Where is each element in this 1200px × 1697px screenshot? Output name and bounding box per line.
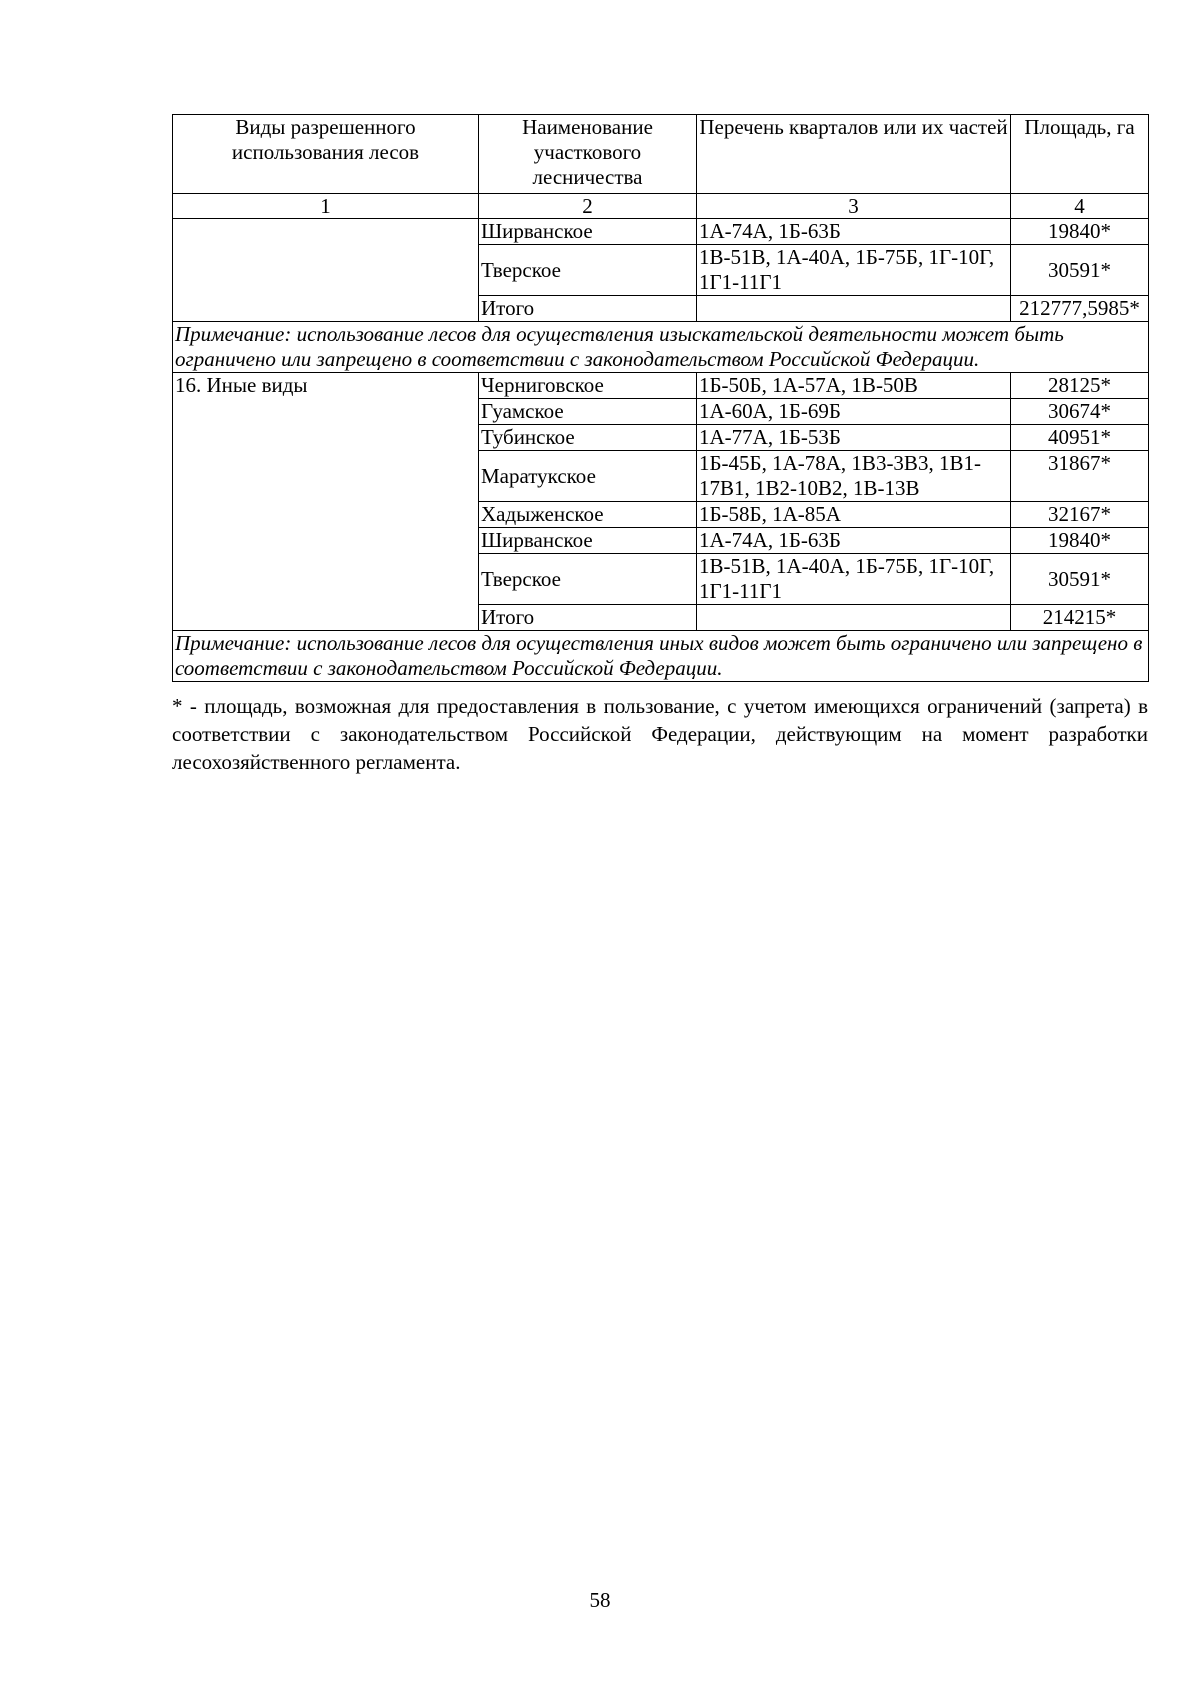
footnote: * - площадь, возможная для предоставления в пользование, с учетом имеющихся ограничений (запрета) в соответствии с законодательством Российской Федерации, действующим на момент разработки лесохозяйственного регламента. bbox=[172, 694, 1148, 774]
forestry-cell: Маратукское bbox=[479, 451, 697, 502]
column-number: 2 bbox=[479, 194, 697, 219]
forestry-cell: Ширванское bbox=[479, 528, 697, 554]
quarters-cell: 1Б-58Б, 1А-85А bbox=[697, 502, 1011, 528]
area-cell: 19840* bbox=[1011, 219, 1149, 245]
area-cell: 40951* bbox=[1011, 425, 1149, 451]
table-header-row bbox=[173, 115, 1149, 194]
total-area-cell: 212777,5985* bbox=[1011, 296, 1149, 322]
forestry-cell: Итого bbox=[479, 605, 697, 631]
quarters-cell: 1В-51В, 1А-40А, 1Б-75Б, 1Г-10Г, 1Г1-11Г1 bbox=[697, 245, 1011, 296]
forestry-cell: Ширванское bbox=[479, 219, 697, 245]
header-quarters: Перечень кварталов или их частей bbox=[697, 115, 1011, 194]
use-type-cell-empty bbox=[173, 219, 479, 322]
column-number: 3 bbox=[697, 194, 1011, 219]
quarters-cell: 1А-77А, 1Б-53Б bbox=[697, 425, 1011, 451]
note-row bbox=[173, 322, 1149, 373]
column-number: 1 bbox=[173, 194, 479, 219]
forestry-cell: Тверское bbox=[479, 245, 697, 296]
quarters-cell: 1А-60А, 1Б-69Б bbox=[697, 399, 1011, 425]
forestry-cell: Тверское bbox=[479, 554, 697, 605]
total-area-cell: 214215* bbox=[1011, 605, 1149, 631]
quarters-cell bbox=[697, 605, 1011, 631]
quarters-cell: 1А-74А, 1Б-63Б bbox=[697, 528, 1011, 554]
quarters-cell: 1Б-45Б, 1А-78А, 1В3-3В3, 1В1-17В1, 1В2-10В2, 1В-13В bbox=[697, 451, 1011, 502]
table-row bbox=[173, 219, 1149, 245]
area-cell: 31867* bbox=[1011, 451, 1149, 502]
column-number: 4 bbox=[1011, 194, 1149, 219]
area-cell: 28125* bbox=[1011, 373, 1149, 399]
use-type-cell: 16. Иные виды bbox=[173, 373, 479, 631]
header-forestry: Наименование участкового лесничества bbox=[479, 115, 697, 194]
table-row bbox=[173, 373, 1149, 399]
note-row bbox=[173, 631, 1149, 682]
forest-use-table bbox=[172, 114, 1149, 682]
area-cell: 30674* bbox=[1011, 399, 1149, 425]
header-area: Площадь, га bbox=[1011, 115, 1149, 194]
forestry-cell: Итого bbox=[479, 296, 697, 322]
quarters-cell bbox=[697, 296, 1011, 322]
quarters-cell: 1А-74А, 1Б-63Б bbox=[697, 219, 1011, 245]
area-cell: 32167* bbox=[1011, 502, 1149, 528]
note-text: Примечание: использование лесов для осуществления изыскательской деятельности может быть ограничено или запрещено в соответствии с законодательством Российской Федерации. bbox=[173, 322, 1149, 373]
forestry-cell: Черниговское bbox=[479, 373, 697, 399]
area-cell: 30591* bbox=[1011, 245, 1149, 296]
note-text: Примечание: использование лесов для осуществления иных видов может быть ограничено или запрещено в соответствии с законодательством Российской Федерации. bbox=[173, 631, 1149, 682]
forestry-cell: Хадыженское bbox=[479, 502, 697, 528]
forestry-cell: Тубинское bbox=[479, 425, 697, 451]
page-number: 58 bbox=[589, 1588, 611, 1612]
quarters-cell: 1Б-50Б, 1А-57А, 1В-50В bbox=[697, 373, 1011, 399]
quarters-cell: 1В-51В, 1А-40А, 1Б-75Б, 1Г-10Г, 1Г1-11Г1 bbox=[697, 554, 1011, 605]
document-page bbox=[172, 114, 1148, 797]
column-number-row bbox=[173, 194, 1149, 219]
area-cell: 19840* bbox=[1011, 528, 1149, 554]
forestry-cell: Гуамское bbox=[479, 399, 697, 425]
header-use-type: Виды разрешенного использования лесов bbox=[173, 115, 479, 194]
area-cell: 30591* bbox=[1011, 554, 1149, 605]
